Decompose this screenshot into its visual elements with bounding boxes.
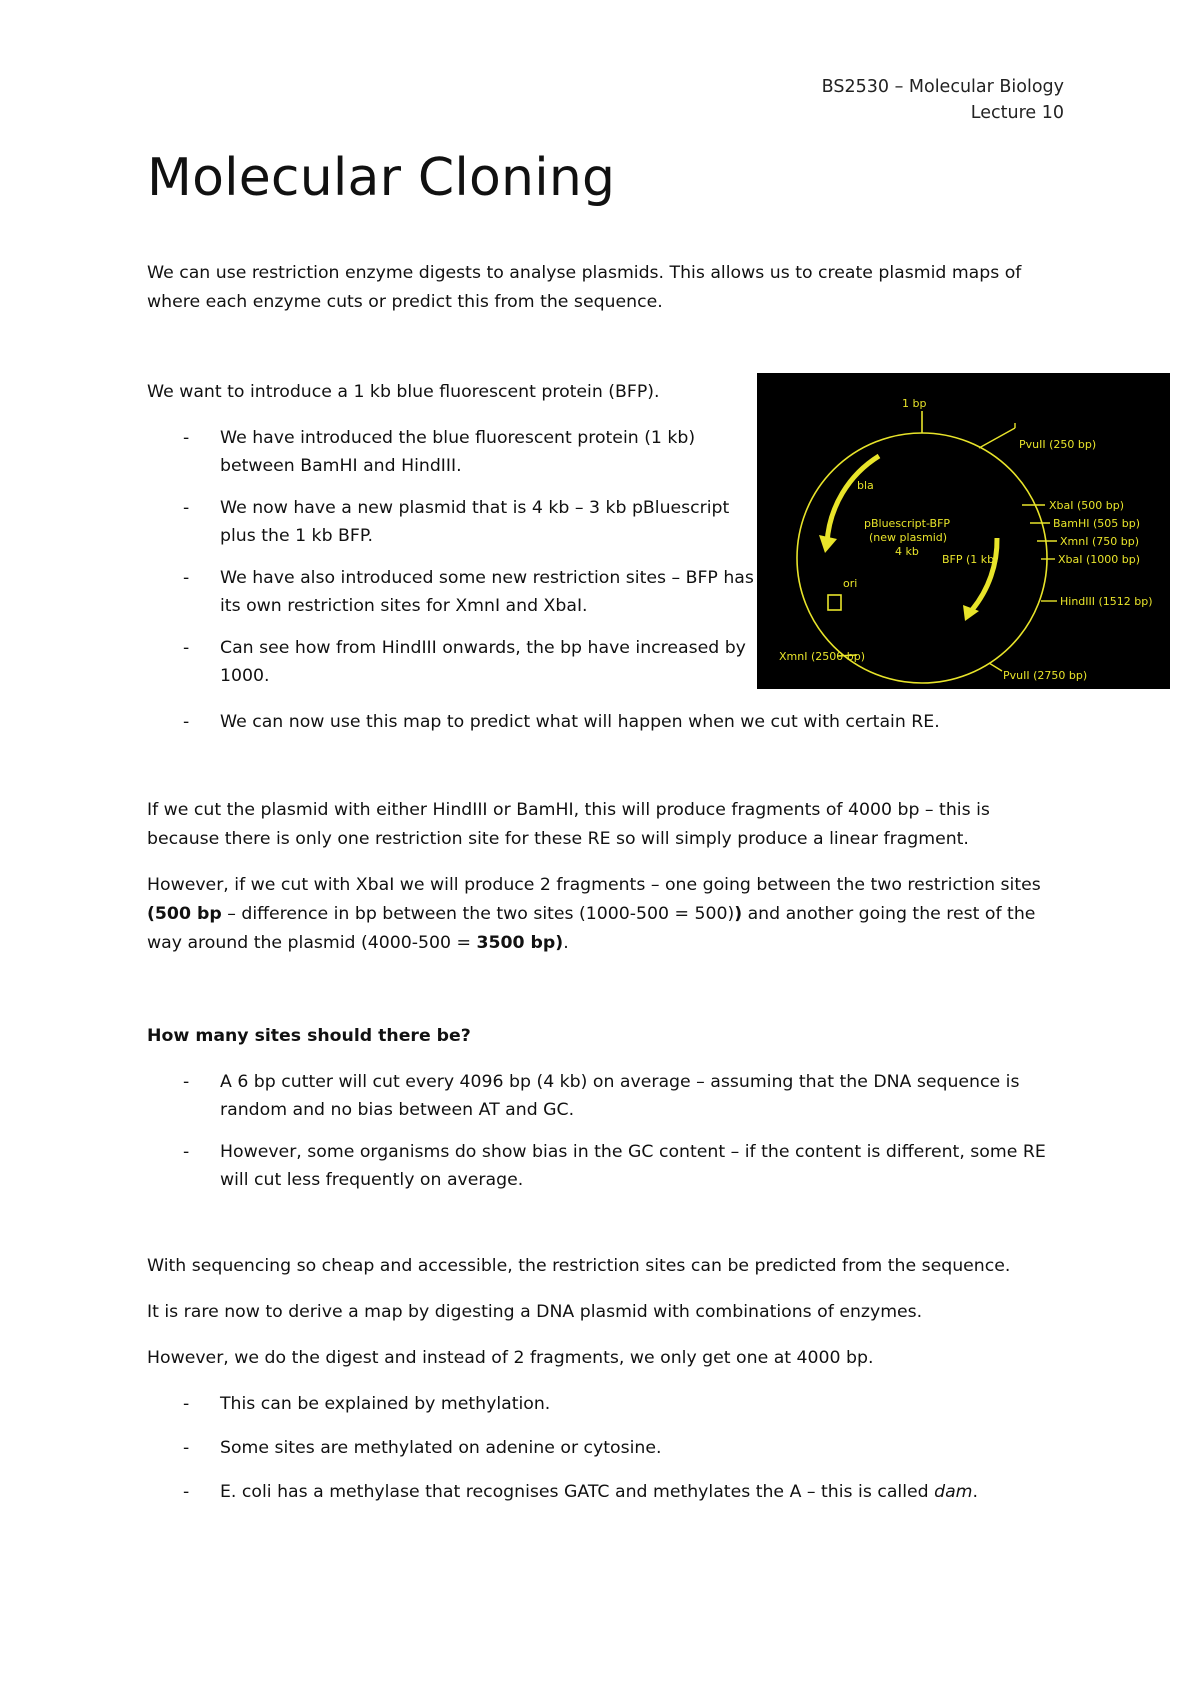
bullet-dash: - xyxy=(183,1438,190,1458)
list-item: - E. coli has a methylase that recognises GATC and methylates the A – this is called dam. xyxy=(147,1478,1067,1506)
site-label: PvuII (250 bp) xyxy=(1019,438,1097,451)
plasmid-size: 4 kb xyxy=(895,545,919,558)
site-label: BamHI (505 bp) xyxy=(1053,517,1141,530)
ori-box xyxy=(828,595,841,610)
bullet-dash: - xyxy=(183,498,190,518)
site-label: XbaI (1000 bp) xyxy=(1058,553,1141,566)
plasmid-subtitle: (new plasmid) xyxy=(869,531,948,544)
list-item: - We now have a new plasmid that is 4 kb – 3 kb pBluescript plus the 1 kb BFP. xyxy=(147,494,767,550)
list-item: - However, some organisms do show bias in the GC content – if the content is different, some RE will cut less frequently on average. xyxy=(147,1138,1067,1194)
site-line xyxy=(989,663,1002,671)
page-title: Molecular Cloning xyxy=(147,148,616,208)
list-item: - Some sites are methylated on adenine or cytosine. xyxy=(147,1434,1067,1462)
methylation-bullet-list xyxy=(147,1390,1067,1506)
bla-label: bla xyxy=(857,479,874,492)
list-item: - We have introduced the blue fluorescent protein (1 kb) between BamHI and HindIII. xyxy=(147,424,767,480)
bfp-bullet-list xyxy=(147,424,767,690)
list-item: - We have also introduced some new restriction sites – BFP has its own restriction sites for XmnI and XbaI. xyxy=(147,564,767,620)
bullet-dash: - xyxy=(183,1482,190,1502)
list-item: - We can now use this map to predict what will happen when we cut with certain RE. xyxy=(147,708,1067,736)
ori-label: ori xyxy=(843,577,858,590)
site-label: PvuII (2750 bp) xyxy=(1003,669,1088,682)
plasmid-map-svg xyxy=(757,373,1170,689)
bla-arrowhead xyxy=(819,535,837,553)
sites-bullet-list xyxy=(147,1068,1067,1194)
bfp-arrow xyxy=(972,538,997,610)
cut-paragraph-1: If we cut the plasmid with either HindIII or BamHI, this will produce fragments of 4000 bp – this is because there is only one restriction site for these RE so will simply produce a linear fragment. xyxy=(147,800,990,849)
bullet-dash: - xyxy=(183,1072,190,1092)
document-header xyxy=(822,74,1064,126)
site-label: HindIII (1512 bp) xyxy=(1060,595,1153,608)
site-label: XbaI (500 bp) xyxy=(1049,499,1125,512)
bullet-dash: - xyxy=(183,638,190,658)
plasmid-circle xyxy=(797,433,1047,683)
site-line xyxy=(979,428,1015,448)
bullet-dash: - xyxy=(183,428,190,448)
sequencing-paragraph-1: With sequencing so cheap and accessible, the restriction sites can be predicted from the sequence. xyxy=(147,1256,1011,1276)
site-label: XmnI (750 bp) xyxy=(1060,535,1140,548)
sequencing-paragraph-3: However, we do the digest and instead of 2 fragments, we only get one at 4000 bp. xyxy=(147,1348,874,1368)
bullet-dash: - xyxy=(183,568,190,588)
site-label: XmnI (2500 bp) xyxy=(779,650,866,663)
list-item: - This can be explained by methylation. xyxy=(147,1390,1067,1418)
bullet-dash: - xyxy=(183,1394,190,1414)
intro-paragraph: We can use restriction enzyme digests to analyse plasmids. This allows us to create plasmid maps of where each enzyme cuts or predict this from the sequence. xyxy=(147,263,1022,312)
list-item: - Can see how from HindIII onwards, the bp have increased by 1000. xyxy=(147,634,767,690)
lecture-number: Lecture 10 xyxy=(970,103,1064,123)
bullet-dash: - xyxy=(183,712,190,732)
bfp-intro: We want to introduce a 1 kb blue fluorescent protein (BFP). xyxy=(147,382,660,402)
bfp-bullet-list-cont xyxy=(147,708,1067,736)
sequencing-paragraph-2: It is rare now to derive a map by digesting a DNA plasmid with combinations of enzymes. xyxy=(147,1302,923,1322)
origin-label: 1 bp xyxy=(902,397,927,410)
plasmid-map-figure xyxy=(757,373,1170,689)
sites-heading: How many sites should there be? xyxy=(147,1026,471,1046)
cut-paragraph-2: However, if we cut with XbaI we will produce 2 fragments – one going between the two restriction sites (500 bp – difference in bp between the two sites (1000-500 = 500)) and another going the rest of the way around the plasmid (4000-500 = 3500 bp). xyxy=(147,875,1041,953)
list-item: - A 6 bp cutter will cut every 4096 bp (4 kb) on average – assuming that the DNA sequence is random and no bias between AT and GC. xyxy=(147,1068,1067,1124)
bfp-label: BFP (1 kb) xyxy=(942,553,999,566)
bullet-dash: - xyxy=(183,1142,190,1162)
course-title: BS2530 – Molecular Biology xyxy=(821,77,1064,97)
plasmid-name: pBluescript-BFP xyxy=(864,517,951,530)
